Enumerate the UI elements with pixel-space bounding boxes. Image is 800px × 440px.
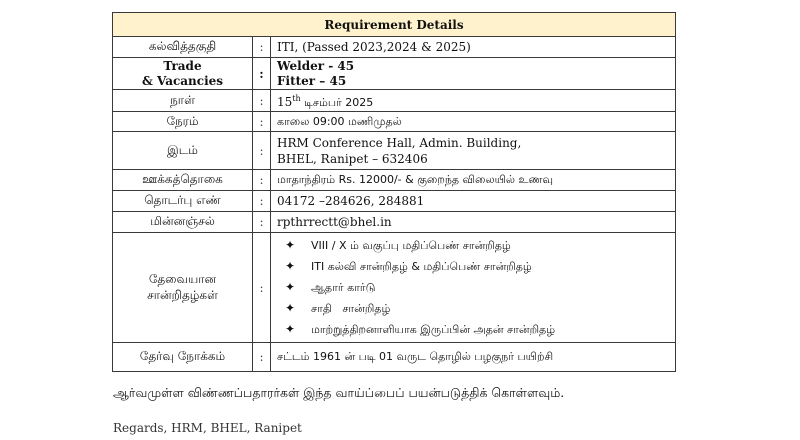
separator: :	[253, 343, 271, 372]
venue-label: இடம்	[113, 132, 253, 170]
separator: :	[253, 233, 271, 343]
row-contact	[113, 191, 676, 212]
purpose-label: தேர்வு நோக்கம்	[113, 343, 253, 372]
table-title-row	[113, 13, 676, 37]
email-label: மின்னஞ்சல்	[113, 212, 253, 233]
requirement-details-table	[112, 12, 676, 372]
row-purpose	[113, 343, 676, 372]
separator: :	[253, 212, 271, 233]
trade-fitter: Fitter – 45	[277, 73, 347, 88]
stipend-label: ஊக்கத்தொகை	[113, 170, 253, 191]
certificates-list	[271, 233, 675, 342]
stipend-value: மாதாந்திரம் Rs. 12000/- & குறைந்த விலையில் உணவு	[271, 170, 676, 191]
row-email	[113, 212, 676, 233]
closing-note: ஆர்வமுள்ள விண்ணப்பதாரர்கள் இந்த வாய்ப்பைப் பயன்படுத்திக் கொள்ளவும்.	[113, 385, 565, 400]
list-item: ✦ VIII / X ம் வகுப்பு மதிப்பெண் சான்றிதழ்	[271, 235, 675, 256]
row-trade	[113, 58, 676, 90]
date-value	[271, 90, 676, 112]
venue-line1: HRM Conference Hall, Admin. Building,	[277, 135, 522, 150]
row-qualification	[113, 37, 676, 58]
time-label: நேரம்	[113, 112, 253, 132]
certificates-label-line2: சான்றிதழ்கள்	[147, 287, 218, 302]
row-date	[113, 90, 676, 112]
date-day-suffix: th	[292, 93, 301, 103]
row-time	[113, 112, 676, 132]
separator: :	[253, 90, 271, 112]
star-bullet-icon: ✦	[284, 322, 296, 336]
list-item: ✦ சாதி சான்றிதழ்	[271, 298, 675, 319]
venue-line2: BHEL, Ranipet – 632406	[277, 151, 428, 166]
list-item: ✦ ITI கல்வி சான்றிதழ் & மதிப்பெண் சான்றிதழ்	[271, 256, 675, 277]
time-value: காலை 09:00 மணிமுதல்	[271, 112, 676, 132]
trade-label-line1: Trade	[163, 58, 202, 73]
purpose-value: சட்டம் 1961 ன் படி 01 வருட தொழில் பழகுநர் பயிற்சி	[271, 343, 676, 372]
trade-welder: Welder - 45	[277, 58, 355, 73]
separator: :	[253, 37, 271, 58]
trade-value	[271, 58, 676, 90]
separator: :	[253, 58, 271, 90]
list-item: ✦ மாற்றுத்திறனாளியாக இருப்பின் அதன் சான்றிதழ்	[271, 319, 675, 340]
date-day: 15	[277, 94, 293, 109]
separator: :	[253, 112, 271, 132]
venue-value	[271, 132, 676, 170]
email-value[interactable]: rpthrrectt@bhel.in	[271, 212, 676, 233]
qualification-label: கல்வித்தகுதி	[113, 37, 253, 58]
separator: :	[253, 132, 271, 170]
certificates-label	[113, 233, 253, 343]
date-label: நாள்	[113, 90, 253, 112]
star-bullet-icon: ✦	[284, 301, 296, 315]
row-venue	[113, 132, 676, 170]
table-title: Requirement Details	[113, 13, 676, 37]
trade-label-line2: & Vacancies	[141, 73, 224, 88]
contact-value: 04172 –284626, 284881	[271, 191, 676, 212]
star-bullet-icon: ✦	[284, 259, 296, 273]
certificates-value	[271, 233, 676, 343]
row-stipend	[113, 170, 676, 191]
star-bullet-icon: ✦	[284, 238, 296, 252]
separator: :	[253, 170, 271, 191]
list-item: ✦ ஆதார் கார்டு	[271, 277, 675, 298]
row-certificates	[113, 233, 676, 343]
trade-label	[113, 58, 253, 90]
date-month-year: டிசம்பர் 2025	[300, 95, 374, 109]
contact-label: தொடர்பு எண்	[113, 191, 253, 212]
qualification-value: ITI, (Passed 2023,2024 & 2025)	[271, 37, 676, 58]
separator: :	[253, 191, 271, 212]
regards-signature: Regards, HRM, BHEL, Ranipet	[113, 421, 302, 435]
star-bullet-icon: ✦	[284, 280, 296, 294]
certificates-label-line1: தேவையான	[148, 271, 217, 286]
